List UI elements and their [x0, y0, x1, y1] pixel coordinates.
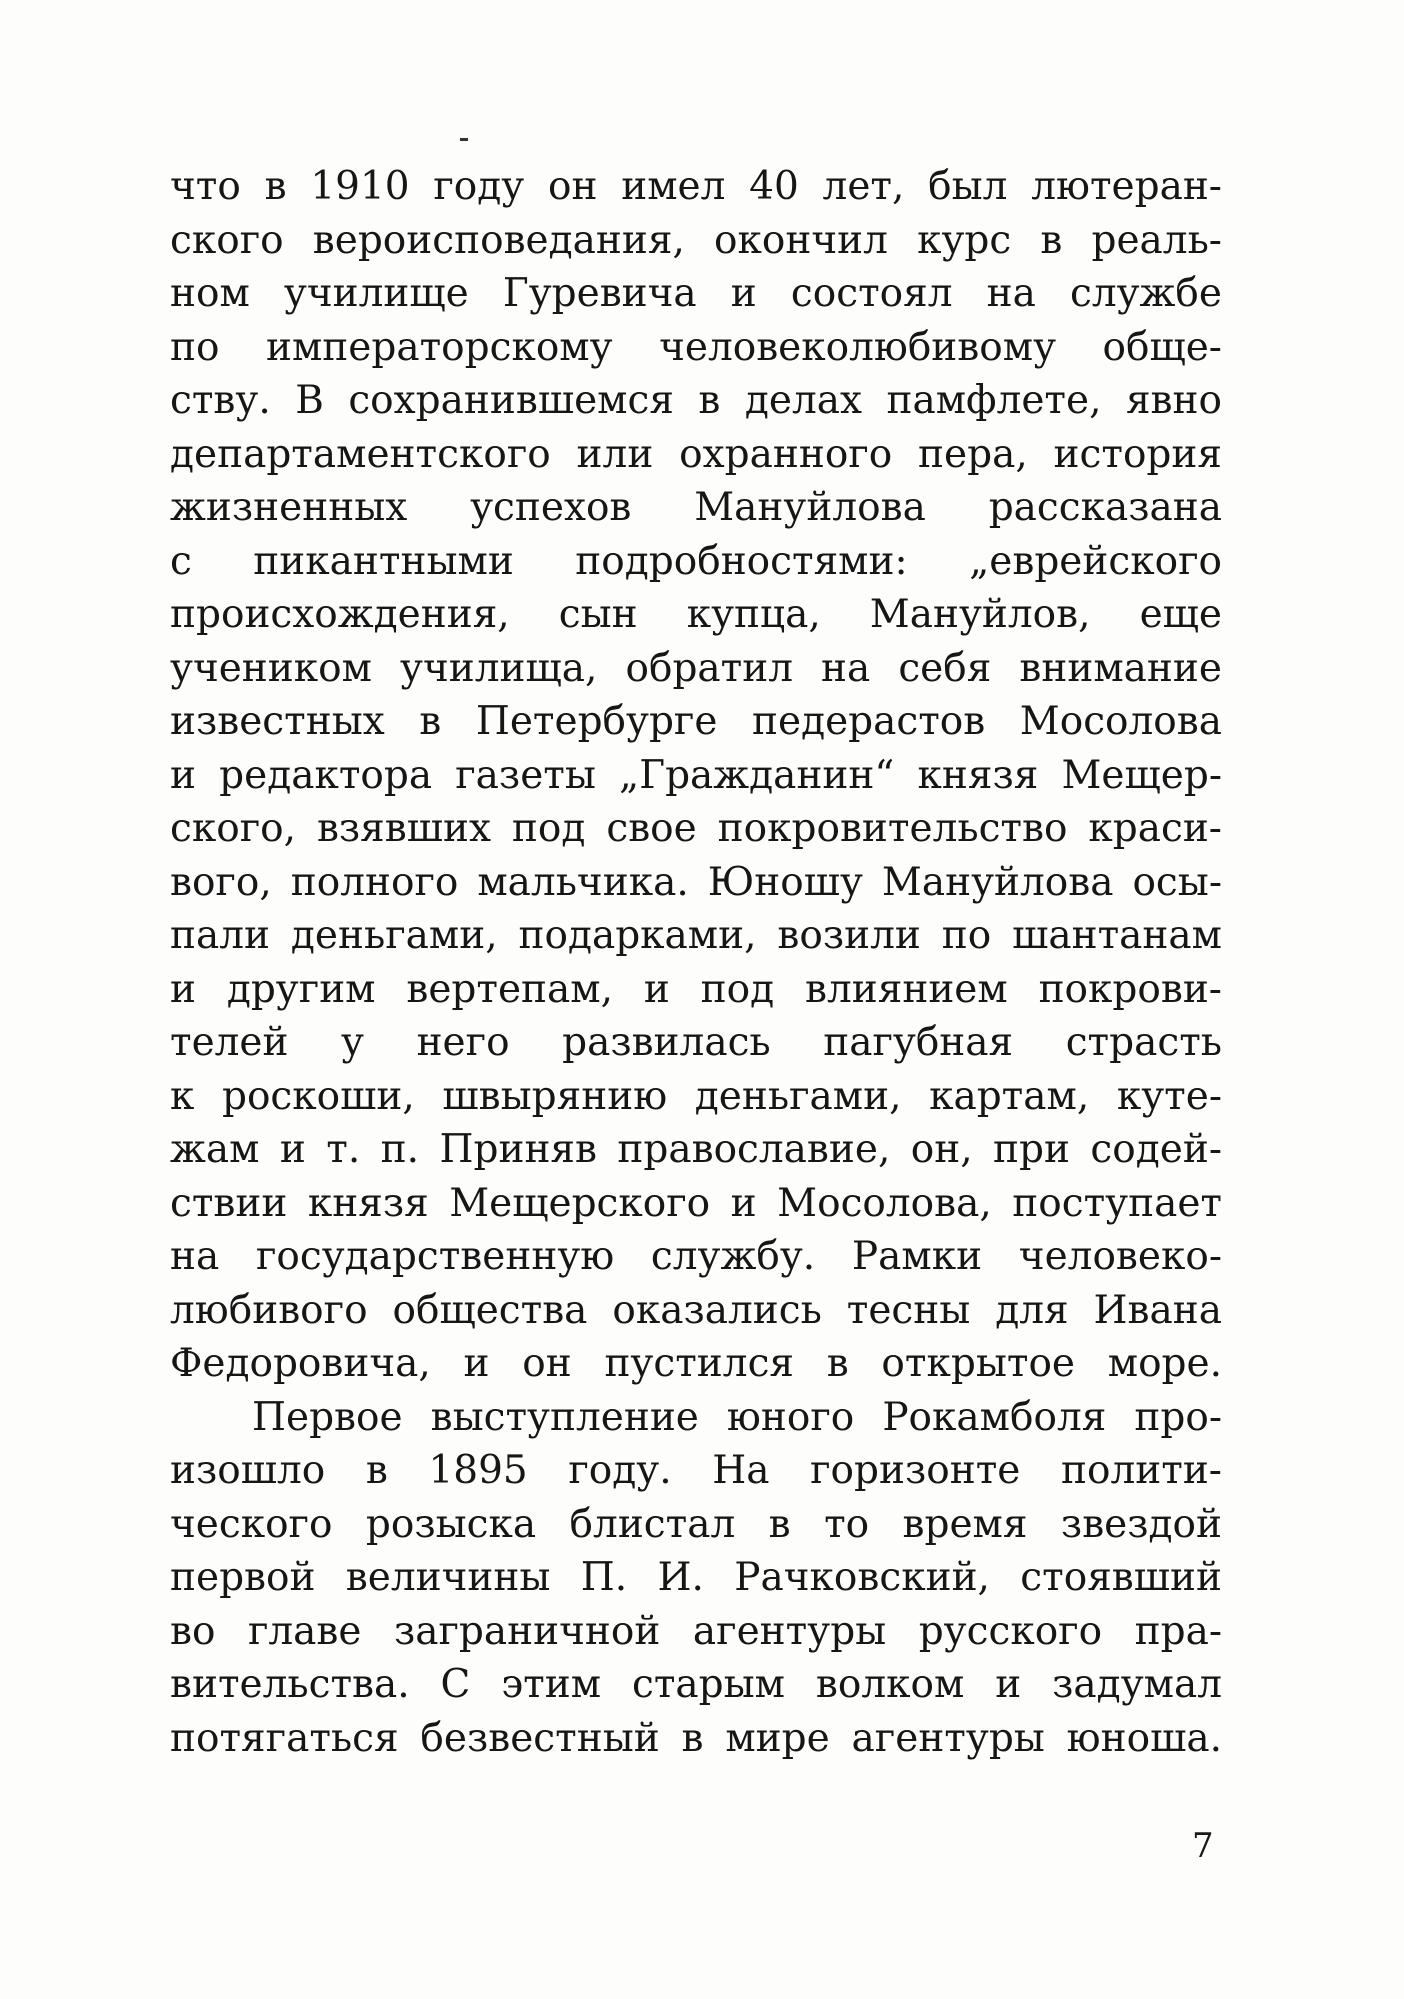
- text-line: учеником училища, обратил на себя внимание: [170, 645, 1222, 691]
- text-line: жам и т. п. Приняв православие, он, при содей-: [170, 1127, 1222, 1172]
- print-speck: [460, 138, 468, 141]
- text-line: ном училище Гуревича и состоял на службе: [170, 271, 1222, 316]
- text-line: и редактора газеты „Гражданин“ князя Мещер-: [170, 752, 1222, 798]
- text-line: и другим вертепам, и под влиянием покрови-: [170, 966, 1222, 1012]
- text-line: департаментского или охранного пера, история: [170, 431, 1222, 477]
- text-line: что в 1910 году он имел 40 лет, был лютеран-: [170, 164, 1222, 209]
- text-line: к роскоши, швырянию деньгами, картам, куте-: [170, 1073, 1222, 1119]
- text-line: ского вероисповедания, окончил курс в реаль-: [170, 217, 1222, 263]
- text-line: ческого розыска блистал в то время звездой: [170, 1501, 1222, 1547]
- text-line: телей у него развилась пагубная страсть: [170, 1020, 1222, 1065]
- text-line: во главе заграничной агентуры русского пра-: [170, 1608, 1222, 1654]
- page-number: 7: [1192, 1826, 1214, 1866]
- text-line: пали деньгами, подарками, возили по шантанам: [170, 913, 1222, 958]
- text-line: ствии князя Мещерского и Мосолова, поступает: [170, 1180, 1222, 1226]
- paragraph-1: [170, 160, 1222, 1391]
- text-line: вительства. С этим старым волком и задумал: [170, 1662, 1222, 1707]
- paragraph-2: [170, 1391, 1222, 1766]
- body-text: [170, 160, 1222, 1765]
- text-line: вого, полного мальчика. Юношу Мануйлова осы-: [170, 859, 1222, 905]
- text-line: первой величины П. И. Рачковский, стоявший: [170, 1555, 1222, 1600]
- text-line: на государственную службу. Рамки человеко-: [170, 1234, 1222, 1279]
- text-line: жизненных успехов Мануйлова рассказана: [170, 485, 1222, 530]
- text-line: изошло в 1895 году. На горизонте полити-: [170, 1448, 1222, 1493]
- text-line: любивого общества оказались тесны для Ивана: [170, 1287, 1222, 1333]
- text-line: известных в Петербурге педерастов Мосолова: [170, 699, 1222, 744]
- text-line: потягаться безвестный в мире агентуры юноша.: [170, 1715, 1222, 1761]
- text-line: ству. В сохранившемся в делах памфлете, явно: [170, 378, 1222, 423]
- text-line: по императорскому человеколюбивому обще-: [170, 324, 1222, 370]
- text-line: с пикантными подробностями: „еврейского: [170, 538, 1222, 584]
- text-line: Федоровича, и он пустился в открытое море.: [170, 1341, 1222, 1386]
- text-line: Первое выступление юного Рокамболя про-: [252, 1394, 1222, 1440]
- text-line: ского, взявших под свое покровительство краси-: [170, 806, 1222, 851]
- text-line: происхождения, сын купца, Мануйлов, еще: [170, 592, 1222, 637]
